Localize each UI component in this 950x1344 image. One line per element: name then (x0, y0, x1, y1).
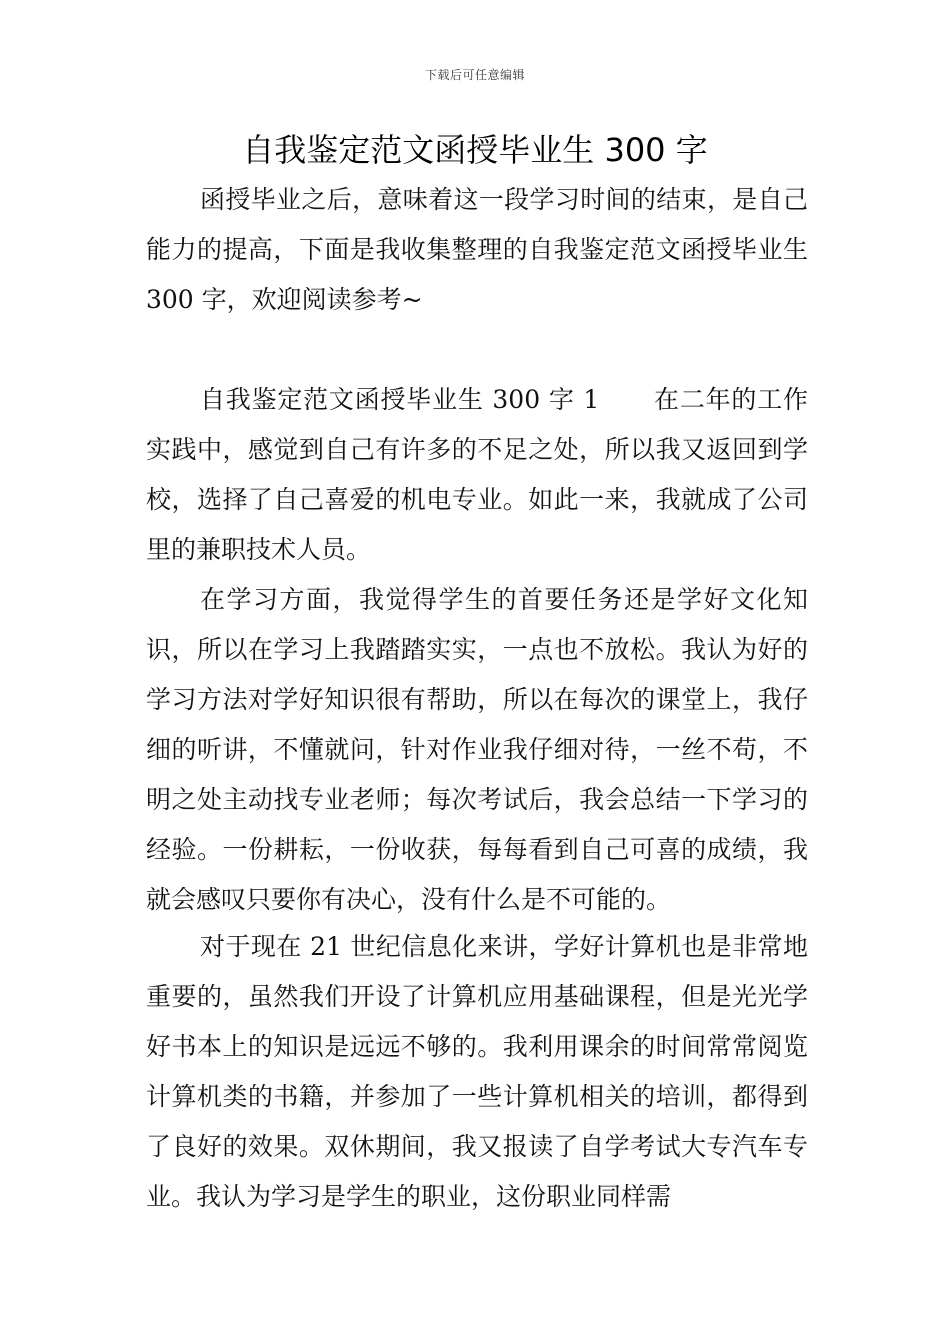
header-note: 下载后可任意编辑 (424, 68, 525, 82)
intro-paragraph: 函授毕业之后，意味着这一段学习时间的结束，是自己能力的提高，下面是我收集整理的自我鉴定范文函授毕业生 300 字，欢迎阅读参考~ (146, 185, 808, 314)
document-title: 自我鉴定范文函授毕业生 300 字 (242, 131, 708, 169)
section1-heading: 自我鉴定范文函授毕业生 300 字 1 (200, 385, 600, 414)
computer-paragraph: 对于现在 21 世纪信息化来讲，学好计算机也是非常地重要的，虽然我们开设了计算机应用基础课程，但是光光学好书本上的知识是远远不够的。我利用课余的时间常常阅览计算机类的书籍，并参加了一些计算机相关的培训，都得到了良好的效果。双休期间，我又报读了自学考试大专汽车专业。我认为学习是学生的职业，这份职业同样需 (146, 932, 808, 1211)
section1-text: 在二年的工作实践中，感觉到自己有许多的不足之处，所以我又返回到学校，选择了自己喜爱的机电专业。如此一来，我就成了公司里的兼职技术人员。 (146, 385, 808, 564)
section1-paragraph (146, 375, 808, 575)
study-paragraph: 在学习方面，我觉得学生的首要任务还是学好文化知识，所以在学习上我踏踏实实，一点也不放松。我认为好的学习方法对学好知识很有帮助，所以在每次的课堂上，我仔细的听讲，不懂就问，针对作业我仔细对待，一丝不苟，不明之处主动找专业老师；每次考试后，我会总结一下学习的经验。一份耕耘，一份收获，每每看到自己可喜的成绩，我就会感叹只要你有决心，没有什么是不可能的。 (146, 585, 808, 914)
